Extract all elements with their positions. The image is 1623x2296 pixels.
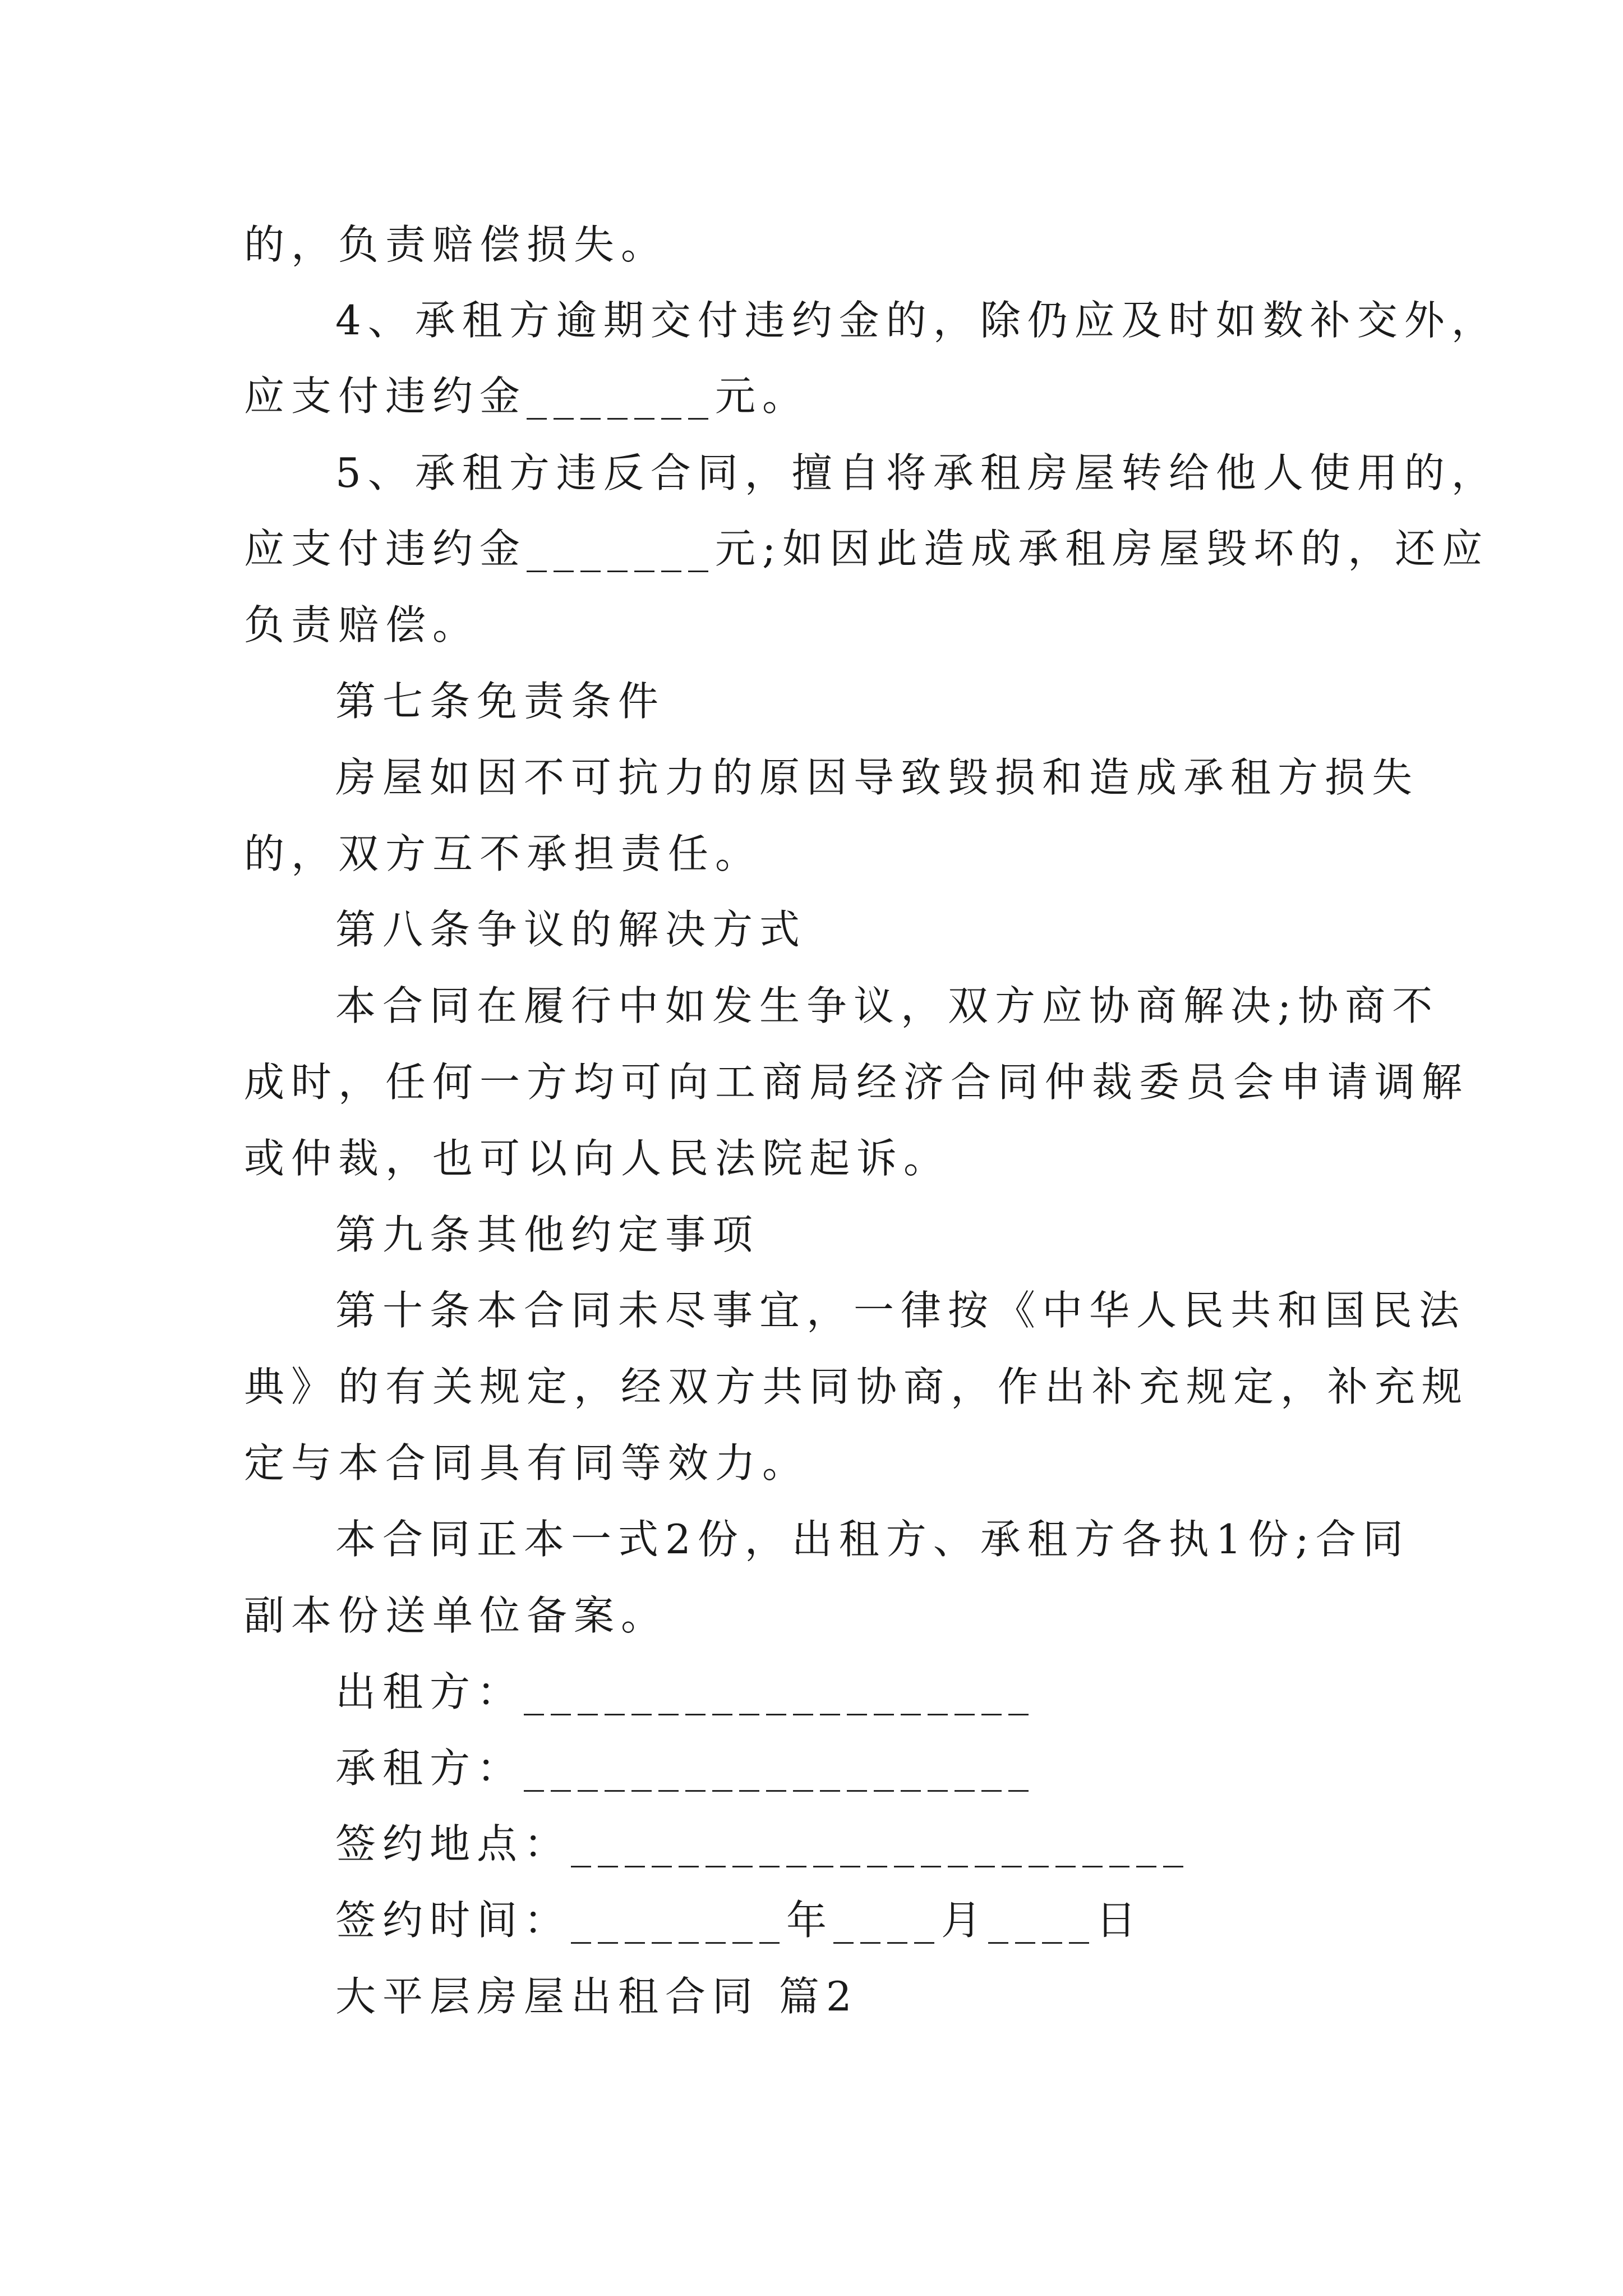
text-line: 房屋如因不可抗力的原因导致毁损和造成承租方损失 <box>335 754 1419 801</box>
text-line: 副本份送单位备案。 <box>244 1592 668 1639</box>
text-line: 的，负责赔偿损失。 <box>244 221 668 268</box>
text-line: 成时，任何一方均可向工商局经济合同仲裁委员会申请调解 <box>244 1059 1469 1106</box>
text-line: 典》的有关规定，经双方共同协商，作出补充规定，补充规 <box>244 1363 1469 1410</box>
text-line: 定与本合同具有同等效力。 <box>244 1439 810 1487</box>
section-heading: 第七条免责条件 <box>335 678 666 725</box>
text-line: 本合同正本一式2份，出租方、承租方各执1份;合同 <box>335 1516 1410 1563</box>
section-heading: 第八条争议的解决方式 <box>335 906 807 953</box>
signing-location-field: 签约地点：_______________________ <box>335 1820 1191 1867</box>
lessee-signature-field: 承租方：___________________ <box>335 1745 1036 1792</box>
section-heading: 第九条其他约定事项 <box>335 1211 760 1258</box>
text-line: 本合同在履行中如发生争议，双方应协商解决;协商不 <box>335 982 1440 1029</box>
text-line: 负责赔偿。 <box>244 601 480 648</box>
text-line: 或仲裁，也可以向人民法院起诉。 <box>244 1135 951 1182</box>
text-line: 4、承租方逾期交付违约金的，除仍应及时如数补交外， <box>335 297 1498 344</box>
text-line: 的，双方互不承担责任。 <box>244 830 763 877</box>
signing-date-field: 签约时间：________年____月____日 <box>335 1897 1144 1944</box>
text-line: 第十条本合同未尽事宜，一律按《中华人民共和国民法 <box>335 1287 1467 1334</box>
text-line: 5、承租方违反合同，擅自将承租房屋转给他人使用的， <box>335 449 1498 496</box>
text-line: 应支付违约金_______元。 <box>244 372 810 420</box>
lessor-signature-field: 出租方：___________________ <box>335 1668 1036 1715</box>
next-section-title: 大平层房屋出租合同 篇2 <box>335 1973 859 2020</box>
text-line: 应支付违约金_______元;如因此造成承租房屋毁坏的，还应 <box>244 525 1490 572</box>
